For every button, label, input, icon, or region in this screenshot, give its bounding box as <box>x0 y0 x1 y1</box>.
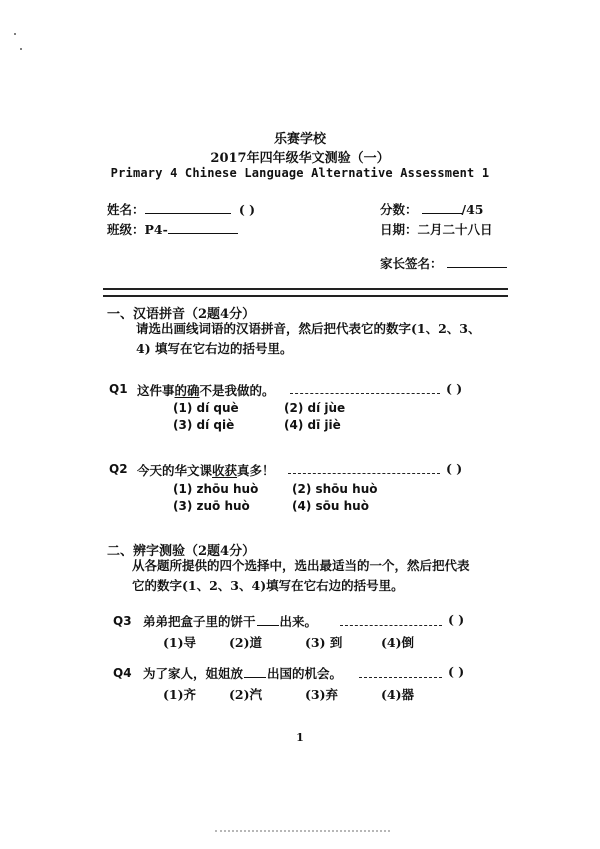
parent-sign-blank[interactable] <box>447 255 507 268</box>
parent-sign-label: 家长签名： <box>380 256 443 271</box>
date-field <box>380 220 493 238</box>
q2-option-3: (3) zuō huò <box>173 499 250 513</box>
section2-heading: 二、辨字测验（2题4分） <box>107 544 256 559</box>
q2-answer-paren[interactable]: ( ) <box>446 461 463 476</box>
q2-option-4: (4) sōu huò <box>292 499 369 513</box>
exam-title: 2017年四年级华文测验（一） <box>210 151 390 166</box>
section2-instruction-line2: 它的数字(1、2、3、4)填写在它右边的括号里。 <box>132 578 404 593</box>
q3-option-1: (1)导 <box>163 635 197 650</box>
class-label: 班级： <box>107 222 145 237</box>
q1-dash-leader <box>290 383 440 402</box>
q1-option-3: (3) dí qiè <box>173 418 235 432</box>
q4-answer-paren[interactable]: ( ) <box>448 664 465 679</box>
q3-text <box>143 612 317 630</box>
q4-option-1: (1)齐 <box>163 687 197 702</box>
q2-dash-leader <box>288 463 440 482</box>
name-label: 姓名： <box>107 202 145 217</box>
q1-underlined-word: 的确 <box>174 383 200 398</box>
q1-text-before: 这件事 <box>137 383 175 398</box>
exam-title-english: Primary 4 Chinese Language Alternative Assessment 1 <box>110 166 490 180</box>
score-field <box>380 200 483 218</box>
section-divider <box>103 288 508 297</box>
q1-option-4: (4) dī jiè <box>284 418 341 432</box>
class-prefix: P4- <box>144 222 168 237</box>
q2-text <box>137 461 275 479</box>
q4-dash-leader <box>359 667 442 686</box>
name-blank[interactable] <box>145 201 231 214</box>
section1-heading: 一、汉语拼音（2题4分） <box>107 307 256 322</box>
q1-text <box>137 381 275 399</box>
q1-option-1: (1) dí què <box>173 401 239 415</box>
score-label: 分数： <box>380 202 418 217</box>
q4-option-2: (2)汽 <box>229 687 263 702</box>
school-name: 乐赛学校 <box>273 132 326 147</box>
q1-text-after: 不是我做的。 <box>199 383 275 398</box>
score-total: /45 <box>461 202 484 217</box>
section1-instruction-line1: 请选出画线词语的汉语拼音，然后把代表它的数字(1、2、3、 <box>136 321 481 336</box>
q4-number: Q4 <box>113 666 132 680</box>
date-value: 二月二十八日 <box>417 222 493 237</box>
q4-text-before: 为了家人，姐姐放 <box>143 666 244 681</box>
q2-option-2: (2) shōu huò <box>292 482 378 496</box>
q3-text-before: 弟弟把盒子里的饼干 <box>143 614 256 629</box>
section1-instruction-line2: 4) 填写在它右边的括号里。 <box>136 341 293 356</box>
q3-option-3: (3) 到 <box>305 635 343 650</box>
q1-option-2: (2) dí jùe <box>284 401 346 415</box>
q3-answer-paren[interactable]: ( ) <box>448 612 465 627</box>
score-blank[interactable] <box>422 201 462 214</box>
q3-dash-leader <box>340 615 442 634</box>
q4-option-3: (3)弃 <box>305 687 339 702</box>
q4-fill-blank[interactable] <box>244 665 266 678</box>
q3-fill-blank[interactable] <box>257 613 279 626</box>
scan-footer-noise <box>215 826 390 832</box>
q4-option-4: (4)器 <box>381 687 415 702</box>
q2-text-after: 真多！ <box>237 463 275 478</box>
parent-sign-field <box>380 254 507 272</box>
q3-option-2: (2)道 <box>229 635 263 650</box>
q4-text <box>143 664 342 682</box>
q1-number: Q1 <box>109 382 128 396</box>
q2-underlined-word: 收获 <box>212 463 238 478</box>
scan-speck <box>14 33 16 35</box>
page-number: 1 <box>296 731 304 744</box>
section2-instruction-line1: 从各题所提供的四个选择中，选出最适当的一个，然后把代表 <box>132 558 470 573</box>
q4-text-after: 出国的机会。 <box>267 666 343 681</box>
q2-option-1: (1) zhōu huò <box>173 482 259 496</box>
q3-option-4: (4)倒 <box>381 635 415 650</box>
q3-text-after: 出来。 <box>279 614 318 629</box>
name-paren: ( ) <box>238 202 256 217</box>
q1-answer-paren[interactable]: ( ) <box>446 381 463 396</box>
date-label: 日期： <box>380 222 418 237</box>
q2-number: Q2 <box>109 462 128 476</box>
q3-number: Q3 <box>113 614 132 628</box>
name-field <box>107 200 255 218</box>
class-field <box>107 220 238 238</box>
scan-speck <box>20 48 22 50</box>
q2-text-before: 今天的华文课 <box>137 463 213 478</box>
class-blank[interactable] <box>168 221 238 234</box>
